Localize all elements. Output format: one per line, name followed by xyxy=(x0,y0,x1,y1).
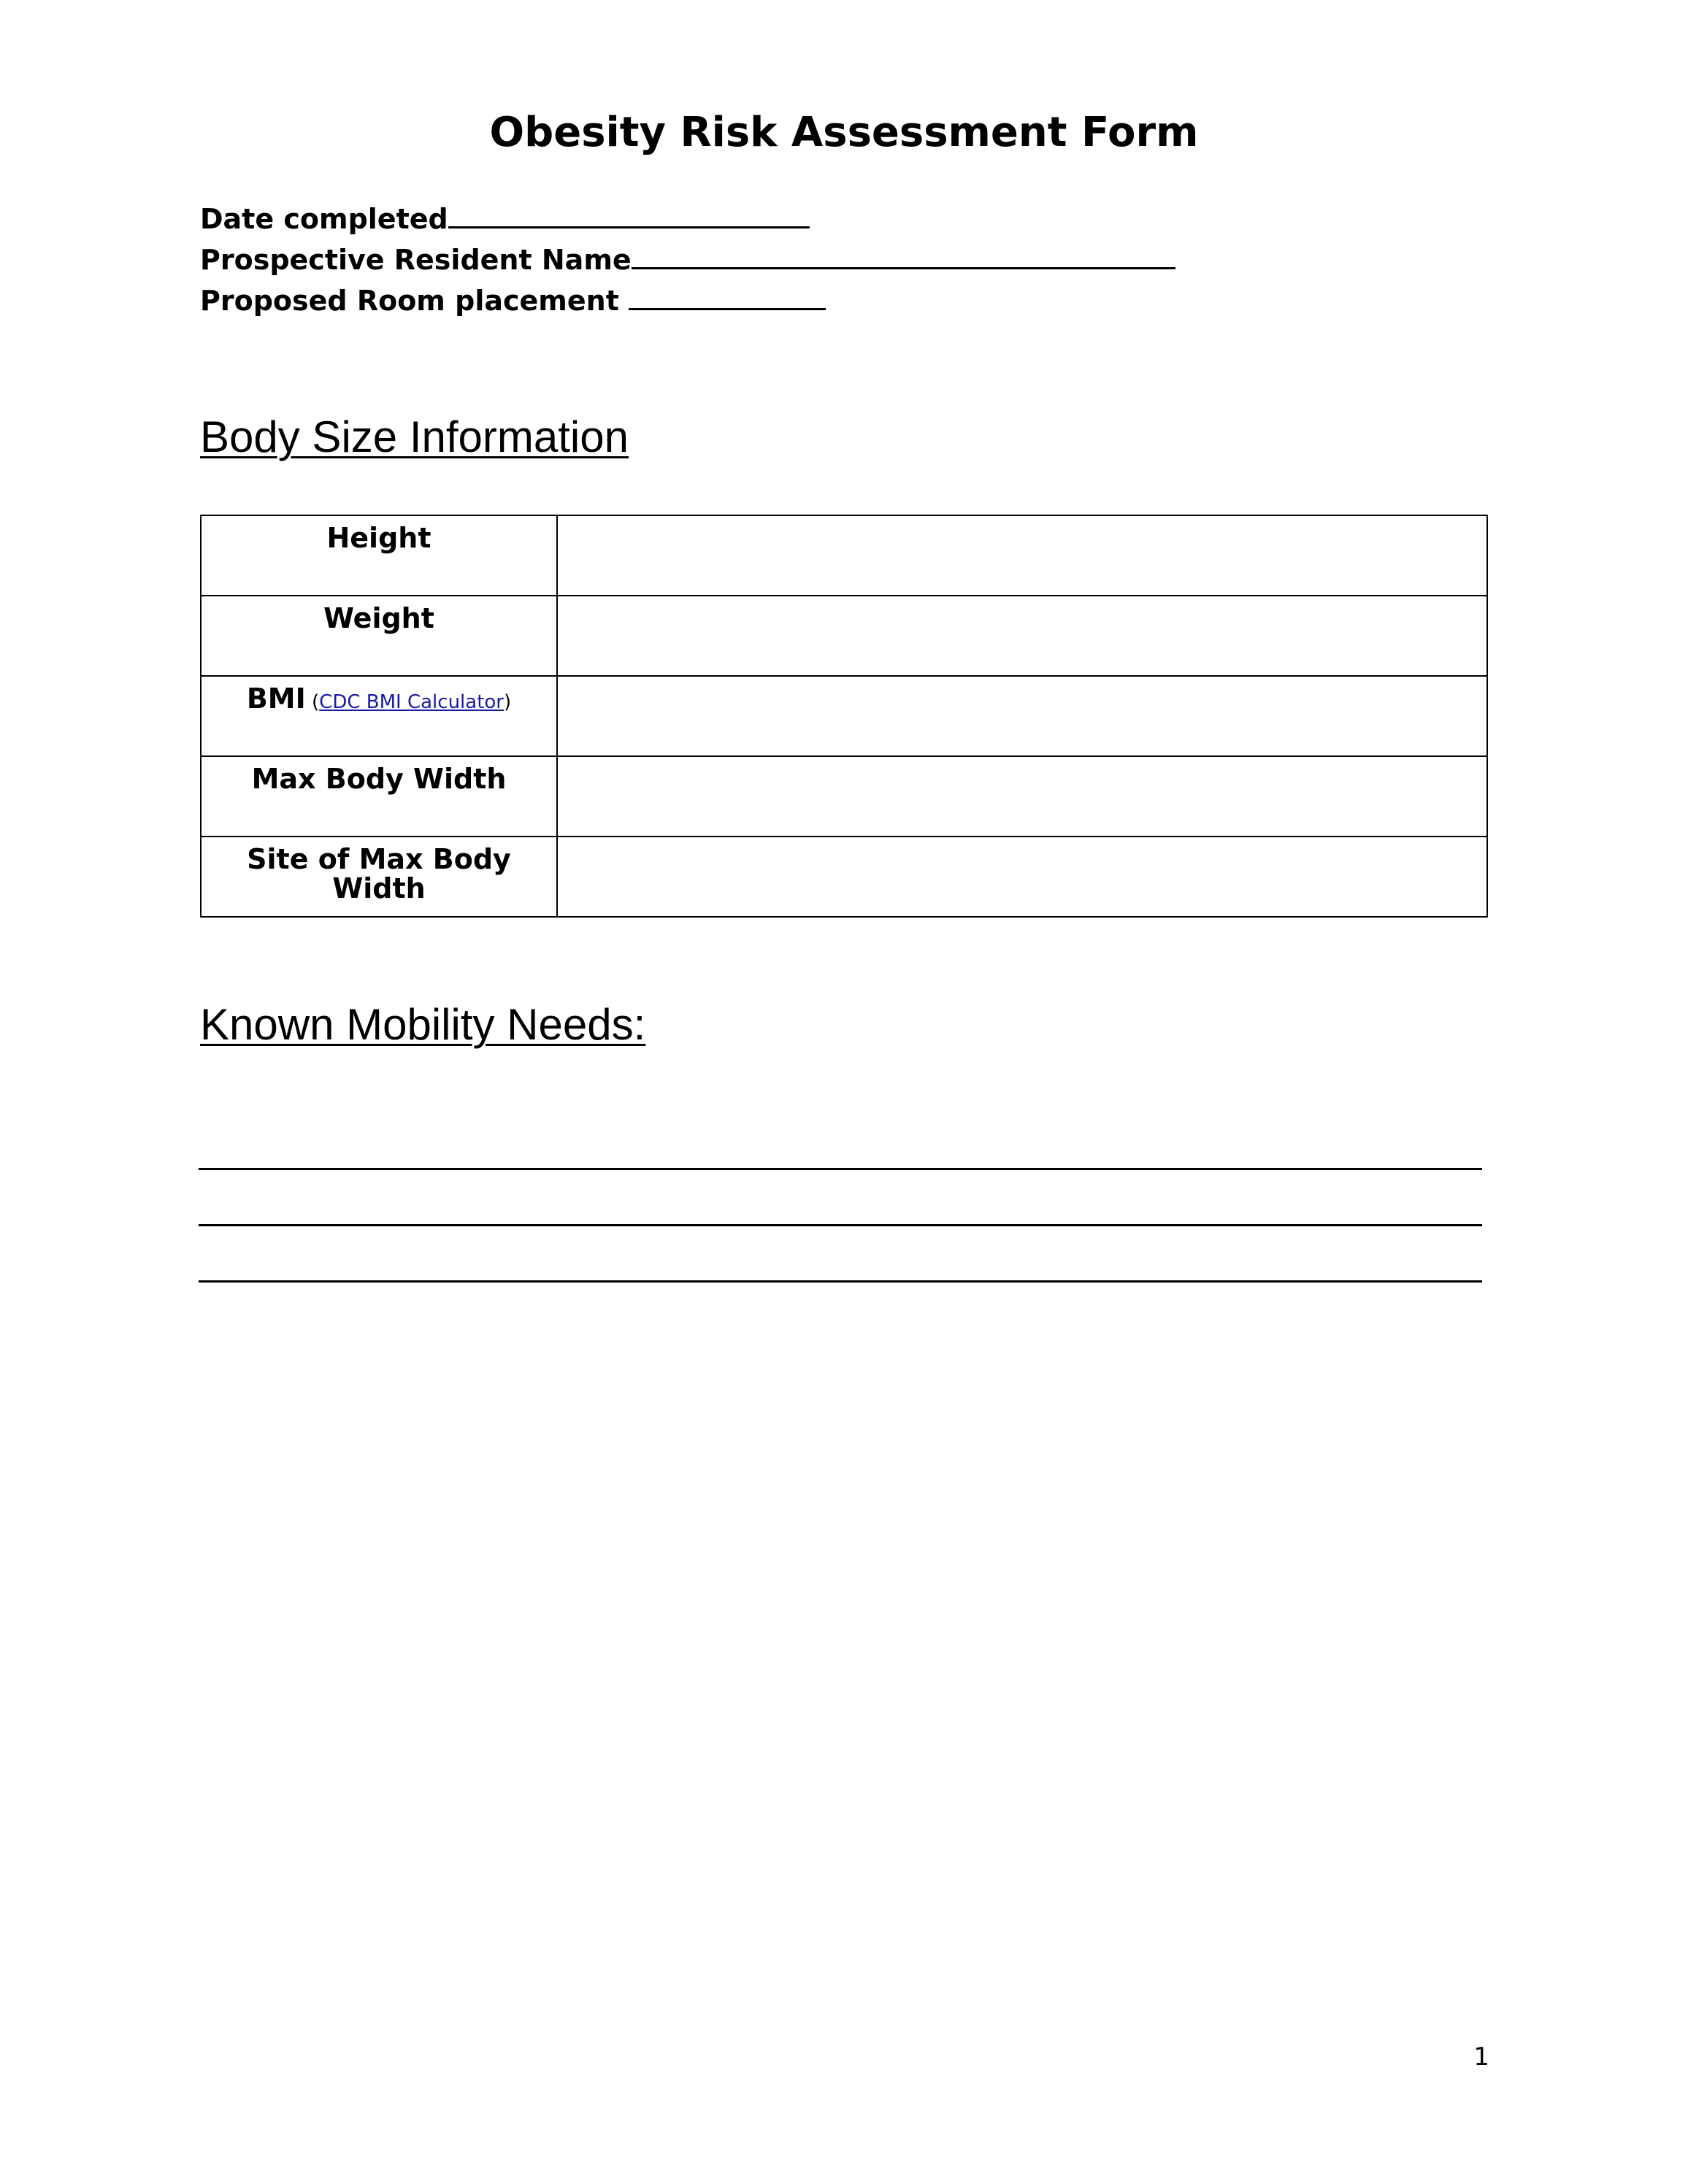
body-size-table xyxy=(200,515,1488,918)
header-fields xyxy=(200,199,1175,321)
bmi-value-cell[interactable] xyxy=(557,676,1487,756)
height-value-cell[interactable] xyxy=(557,515,1487,596)
date-completed-blank[interactable] xyxy=(448,200,810,228)
table-row xyxy=(201,837,1487,917)
body-size-heading: Body Size Information xyxy=(200,412,629,461)
bmi-label: BMI xyxy=(246,682,306,715)
mobility-write-line[interactable] xyxy=(199,1280,1482,1283)
form-title: Obesity Risk Assessment Form xyxy=(489,109,1199,156)
date-completed-field[interactable] xyxy=(200,199,1175,239)
resident-name-blank[interactable] xyxy=(632,241,1175,269)
mobility-write-line[interactable] xyxy=(199,1224,1482,1226)
mobility-write-line[interactable] xyxy=(199,1168,1482,1170)
weight-label: Weight xyxy=(201,596,557,676)
height-label: Height xyxy=(201,515,557,596)
cdc-bmi-calculator-link[interactable]: CDC BMI Calculator xyxy=(319,691,504,713)
page-number: 1 xyxy=(1473,2042,1489,2072)
max-body-width-label: Max Body Width xyxy=(201,756,557,837)
site-max-body-width-value-cell[interactable] xyxy=(557,837,1487,917)
bmi-paren-open: ( xyxy=(305,691,320,713)
resident-name-field[interactable] xyxy=(200,239,1175,280)
room-placement-field[interactable] xyxy=(200,280,1175,321)
room-placement-blank[interactable] xyxy=(629,282,826,310)
date-completed-label: Date completed xyxy=(200,203,448,235)
table-row xyxy=(201,515,1487,596)
table-row xyxy=(201,676,1487,756)
max-body-width-value-cell[interactable] xyxy=(557,756,1487,837)
room-placement-label: Proposed Room placement xyxy=(200,285,629,317)
resident-name-label: Prospective Resident Name xyxy=(200,244,632,276)
site-max-body-width-label: Site of Max Body Width xyxy=(201,837,557,917)
table-row xyxy=(201,596,1487,676)
bmi-paren-close: ) xyxy=(504,691,512,713)
table-row xyxy=(201,756,1487,837)
mobility-needs-heading: Known Mobility Needs: xyxy=(200,1000,646,1049)
bmi-label-cell xyxy=(201,676,557,756)
weight-value-cell[interactable] xyxy=(557,596,1487,676)
